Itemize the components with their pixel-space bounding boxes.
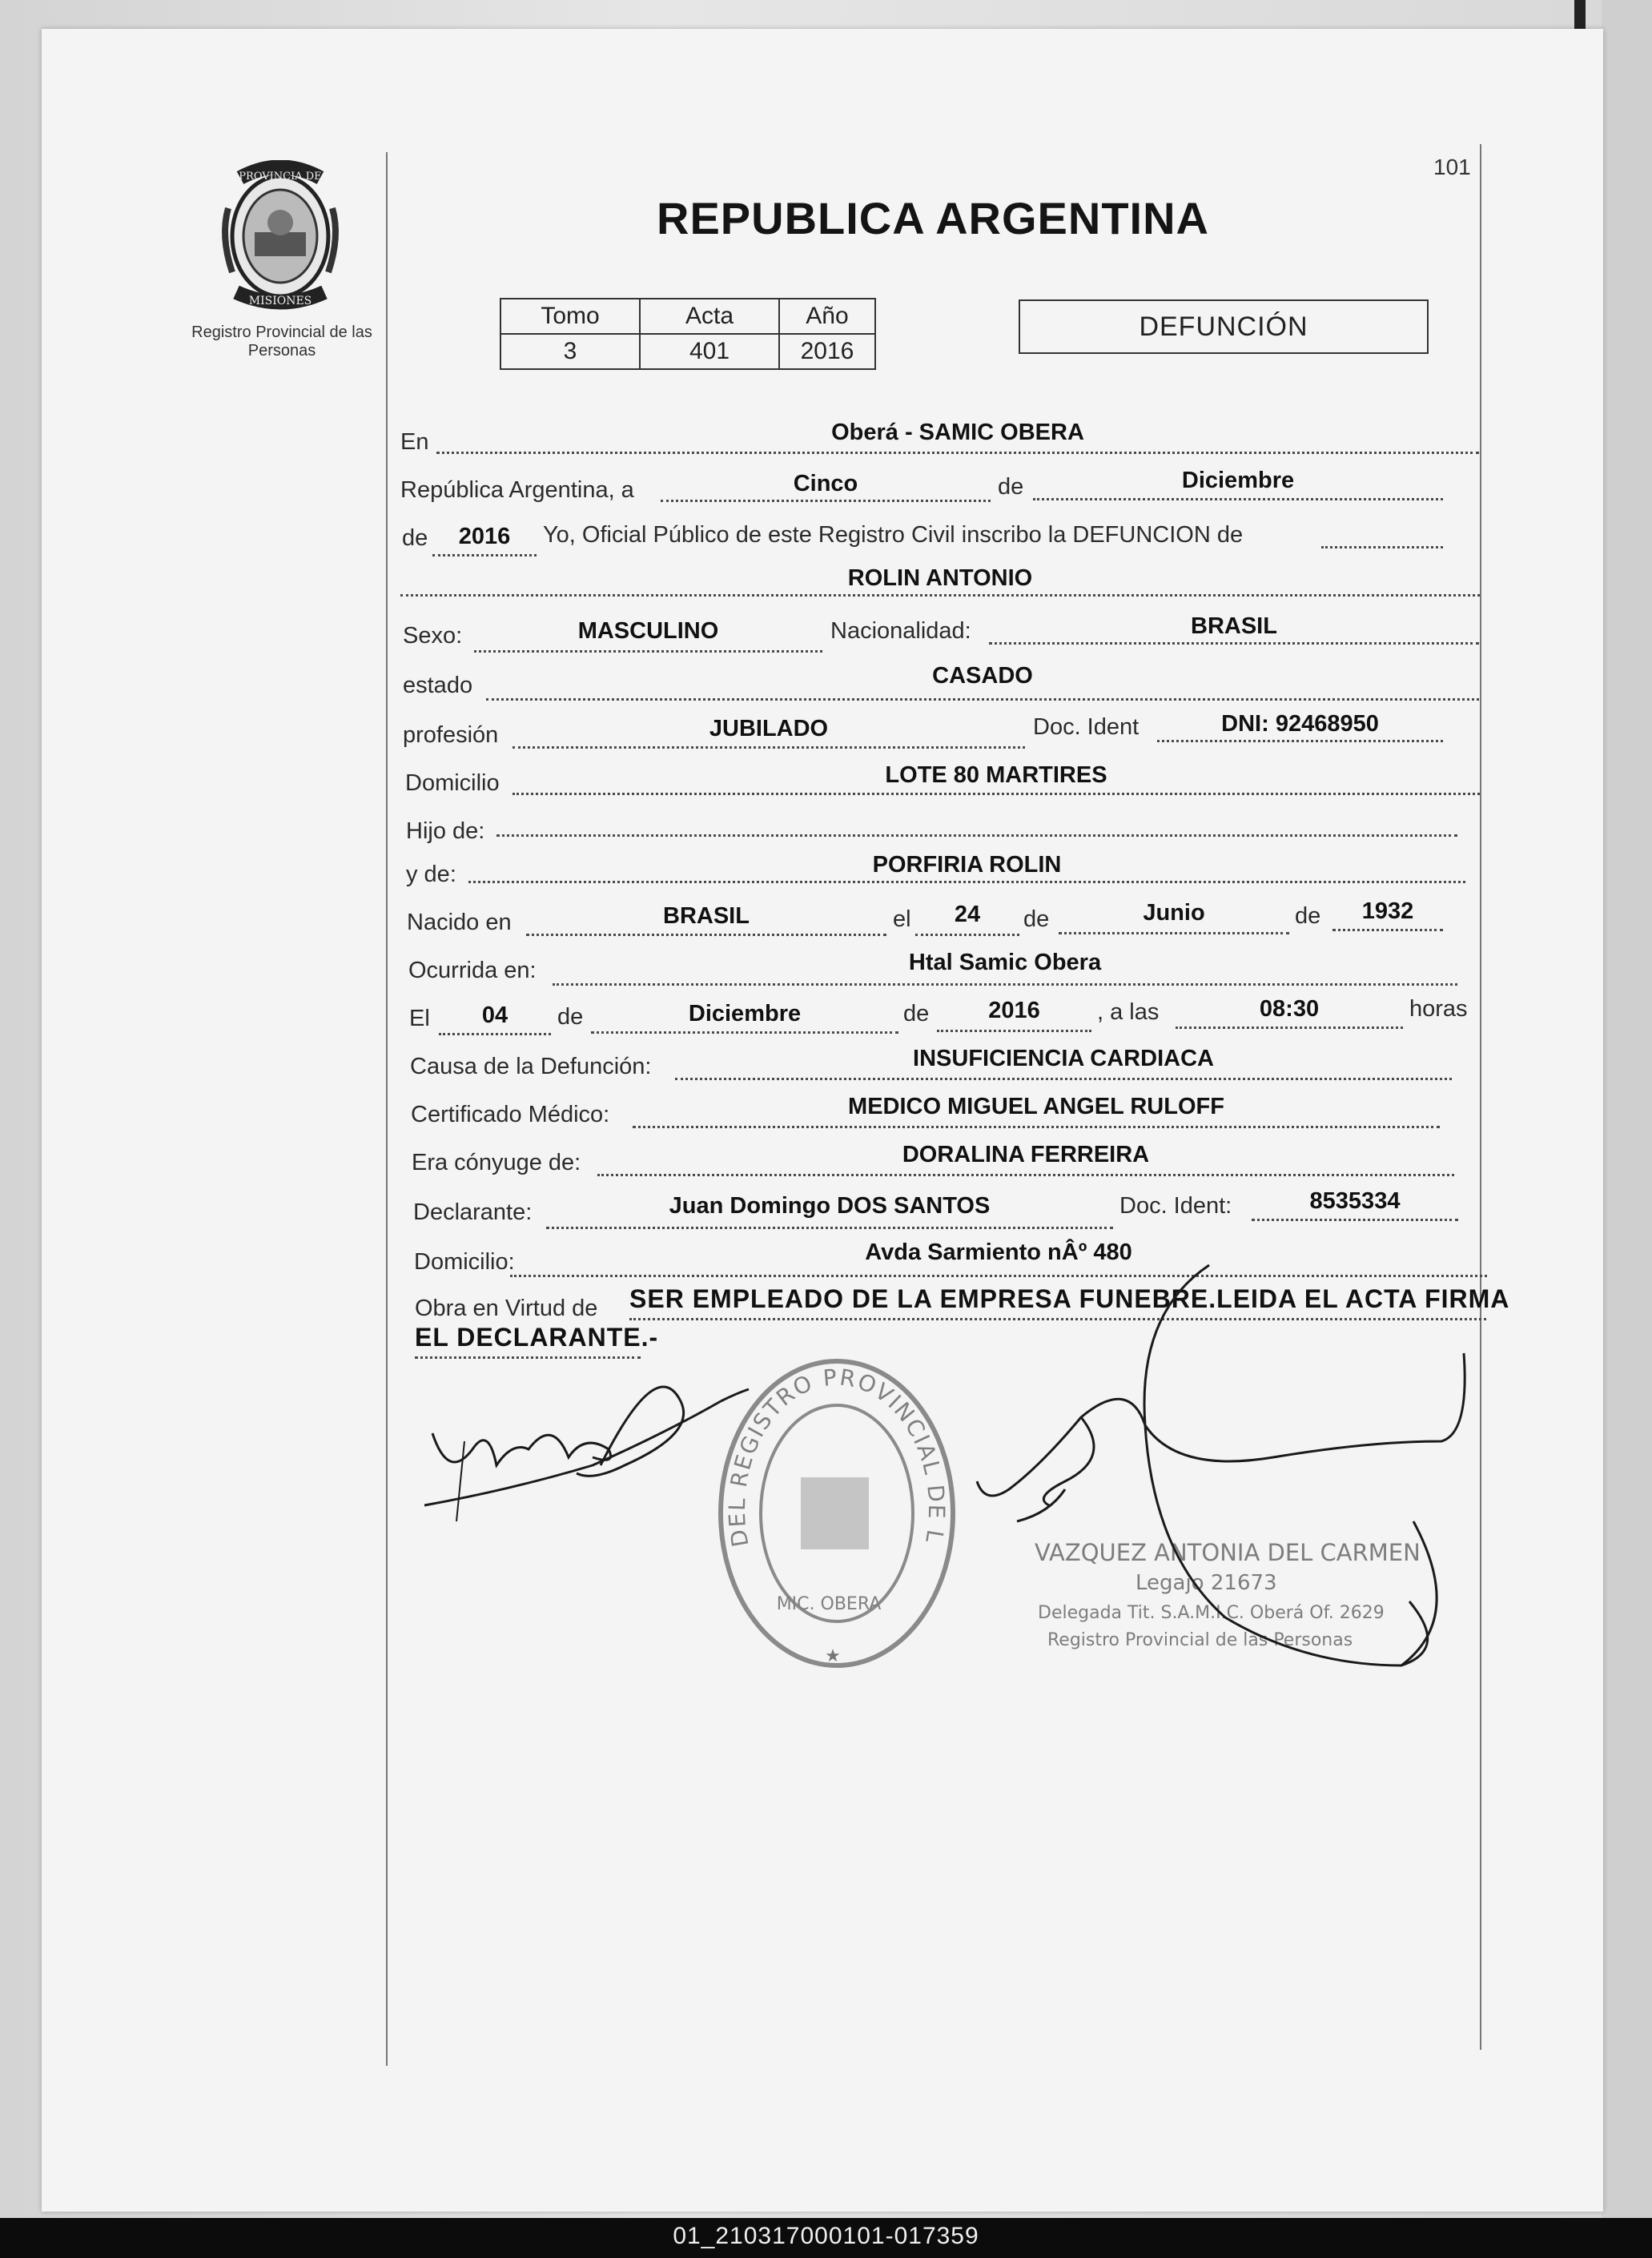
nationality-value: BRASIL — [1191, 613, 1277, 639]
doc-value: DNI: 92468950 — [1221, 711, 1379, 737]
page-number: 101 — [1433, 155, 1471, 179]
spouse-label: Era cónyuge de: — [412, 1150, 581, 1175]
registry-caption: Registro Provincial de las Personas — [191, 323, 372, 360]
death-year-value: 2016 — [988, 998, 1040, 1023]
child-of-label: Hijo de: — [406, 818, 485, 844]
sex-label: Sexo: — [403, 623, 463, 649]
table-header: Tomo — [500, 299, 640, 334]
birth-month-value: Junio — [1143, 900, 1205, 926]
declarant-value: Juan Domingo DOS SANTOS — [669, 1193, 991, 1219]
birth-day-value: 24 — [954, 902, 981, 927]
doc-line — [1157, 740, 1443, 742]
scanner-edge — [1602, 0, 1652, 2218]
mother-value: PORFIRIA ROLIN — [872, 852, 1062, 878]
cause-value: INSUFICIENCIA CARDIACA — [913, 1046, 1214, 1071]
death-day-value: 04 — [481, 1002, 508, 1028]
spouse-value: DORALINA FERREIRA — [902, 1142, 1150, 1167]
profession-line — [512, 746, 1025, 749]
el-label: el — [893, 906, 911, 932]
born-in-label: Nacido en — [407, 910, 512, 935]
marital-label: estado — [403, 673, 473, 698]
by-virtue-value: SER EMPLEADO DE LA EMPRESA FUNEBRE.LEIDA EL ACTA FIRMA — [629, 1284, 1510, 1313]
declarant-doc-label: Doc. Ident: — [1119, 1193, 1232, 1219]
day-value: Cinco — [793, 471, 858, 496]
table-header: Acta — [640, 299, 779, 334]
death-day-line — [439, 1033, 551, 1035]
occurred-line — [553, 983, 1457, 986]
birth-day-line — [915, 934, 1019, 936]
birth-year-line — [1332, 929, 1443, 931]
file-identifier: 01_210317000101-017359 — [673, 2223, 979, 2249]
birthplace-value: BRASIL — [663, 903, 750, 929]
declarant-signature — [416, 1345, 753, 1541]
spouse-line — [597, 1174, 1454, 1176]
declarant-address-value: Avda Sarmiento nÂº 480 — [865, 1239, 1132, 1265]
seal-text-top: PROVINCIA DE — [239, 171, 322, 183]
hours-label: horas — [1409, 996, 1468, 1022]
profession-value: JUBILADO — [709, 716, 829, 741]
doc-label: Doc. Ident — [1033, 714, 1140, 740]
marital-line — [486, 698, 1479, 701]
certificate-label: Certificado Médico: — [411, 1102, 610, 1127]
and-of-label: y de: — [406, 862, 456, 887]
sex-line — [474, 650, 822, 653]
declarant-doc-value: 8535334 — [1309, 1188, 1401, 1214]
time-line — [1176, 1027, 1403, 1029]
official-legajo: Legajo 21673 — [1135, 1571, 1277, 1595]
address-line — [512, 793, 1480, 795]
en-label: En — [400, 429, 429, 455]
de-label: de — [557, 1004, 584, 1030]
official-registry: Registro Provincial de las Personas — [1047, 1630, 1353, 1650]
child-of-line — [496, 834, 1457, 837]
de-label: de — [1295, 903, 1321, 929]
certificate-line — [633, 1126, 1440, 1128]
el-label: El — [409, 1006, 430, 1031]
scanner-edge-dark — [1574, 0, 1586, 32]
seal-star: ★ — [825, 1645, 841, 1665]
inscription-line — [1321, 546, 1443, 548]
nationality-line — [989, 642, 1479, 645]
cause-label: Causa de la Defunción: — [410, 1054, 652, 1079]
official-role: Delegada Tit. S.A.M.I.C. Oberá Of. 2629 — [1038, 1603, 1385, 1623]
table-cell: 2016 — [779, 334, 875, 369]
de-label: de — [903, 1001, 930, 1027]
sex-value: MASCULINO — [577, 618, 719, 644]
death-month-line — [591, 1031, 898, 1034]
official-name: VAZQUEZ ANTONIA DEL CARMEN — [1035, 1539, 1421, 1566]
by-virtue-label: Obra en Virtud de — [415, 1296, 598, 1321]
table-cell: 401 — [640, 334, 779, 369]
deceased-name: ROLIN ANTONIO — [847, 565, 1033, 591]
occurred-label: Ocurrida en: — [408, 958, 537, 983]
month-line — [1033, 498, 1443, 500]
declarant-address-label: Domicilio: — [414, 1249, 515, 1275]
birth-month-line — [1059, 932, 1289, 934]
death-month-value: Diciembre — [688, 1001, 802, 1027]
de-label: de — [998, 474, 1024, 500]
inscription-text: Yo, Oficial Público de este Registro Civil inscribo la DEFUNCION de — [543, 522, 1244, 548]
marital-value: CASADO — [932, 663, 1033, 689]
registry-table — [500, 298, 876, 370]
place-value: Oberá - SAMIC OBERA — [831, 420, 1084, 445]
table-header: Año — [779, 299, 875, 334]
seal-bottom-text: MIC. OBERA — [776, 1594, 882, 1614]
birth-year-value: 1932 — [1361, 898, 1414, 924]
year-line — [432, 554, 537, 556]
year-value: 2016 — [458, 524, 511, 549]
document-type-box: DEFUNCIÓN — [1019, 299, 1429, 354]
left-margin-rule — [386, 152, 388, 2066]
right-margin-rule — [1480, 144, 1481, 2050]
declarant-label: Declarante: — [413, 1199, 533, 1225]
seal-text-bottom: MISIONES — [248, 295, 312, 307]
profession-label: profesión — [403, 722, 499, 748]
mother-line — [468, 881, 1465, 883]
province-seal — [216, 160, 344, 316]
by-virtue-value-cont: EL DECLARANTE.- — [415, 1323, 659, 1352]
table-cell: 3 — [500, 334, 640, 369]
name-line — [400, 594, 1480, 597]
birthplace-line — [526, 934, 886, 936]
page-title: REPUBLICA ARGENTINA — [657, 193, 1209, 243]
republica-label: República Argentina, a — [400, 477, 634, 503]
de-label: de — [1023, 906, 1050, 932]
day-line — [661, 500, 991, 502]
seal-ring-text: DEL REGISTRO PROVINCIAL DE L — [723, 1364, 951, 1549]
address-value: LOTE 80 MARTIRES — [885, 762, 1107, 788]
address-label: Domicilio — [405, 770, 500, 796]
time-value: 08:30 — [1259, 996, 1320, 1022]
month-value: Diciembre — [1181, 468, 1295, 493]
cause-line — [675, 1078, 1452, 1080]
at-label: , a las — [1097, 999, 1160, 1025]
certificate-value: MEDICO MIGUEL ANGEL RULOFF — [848, 1094, 1224, 1119]
en-line — [436, 452, 1479, 454]
death-year-line — [937, 1030, 1091, 1032]
officer-signature — [889, 1217, 1513, 1718]
de-label: de — [402, 525, 428, 551]
occurred-value: Htal Samic Obera — [908, 950, 1102, 975]
nationality-label: Nacionalidad: — [830, 618, 971, 644]
